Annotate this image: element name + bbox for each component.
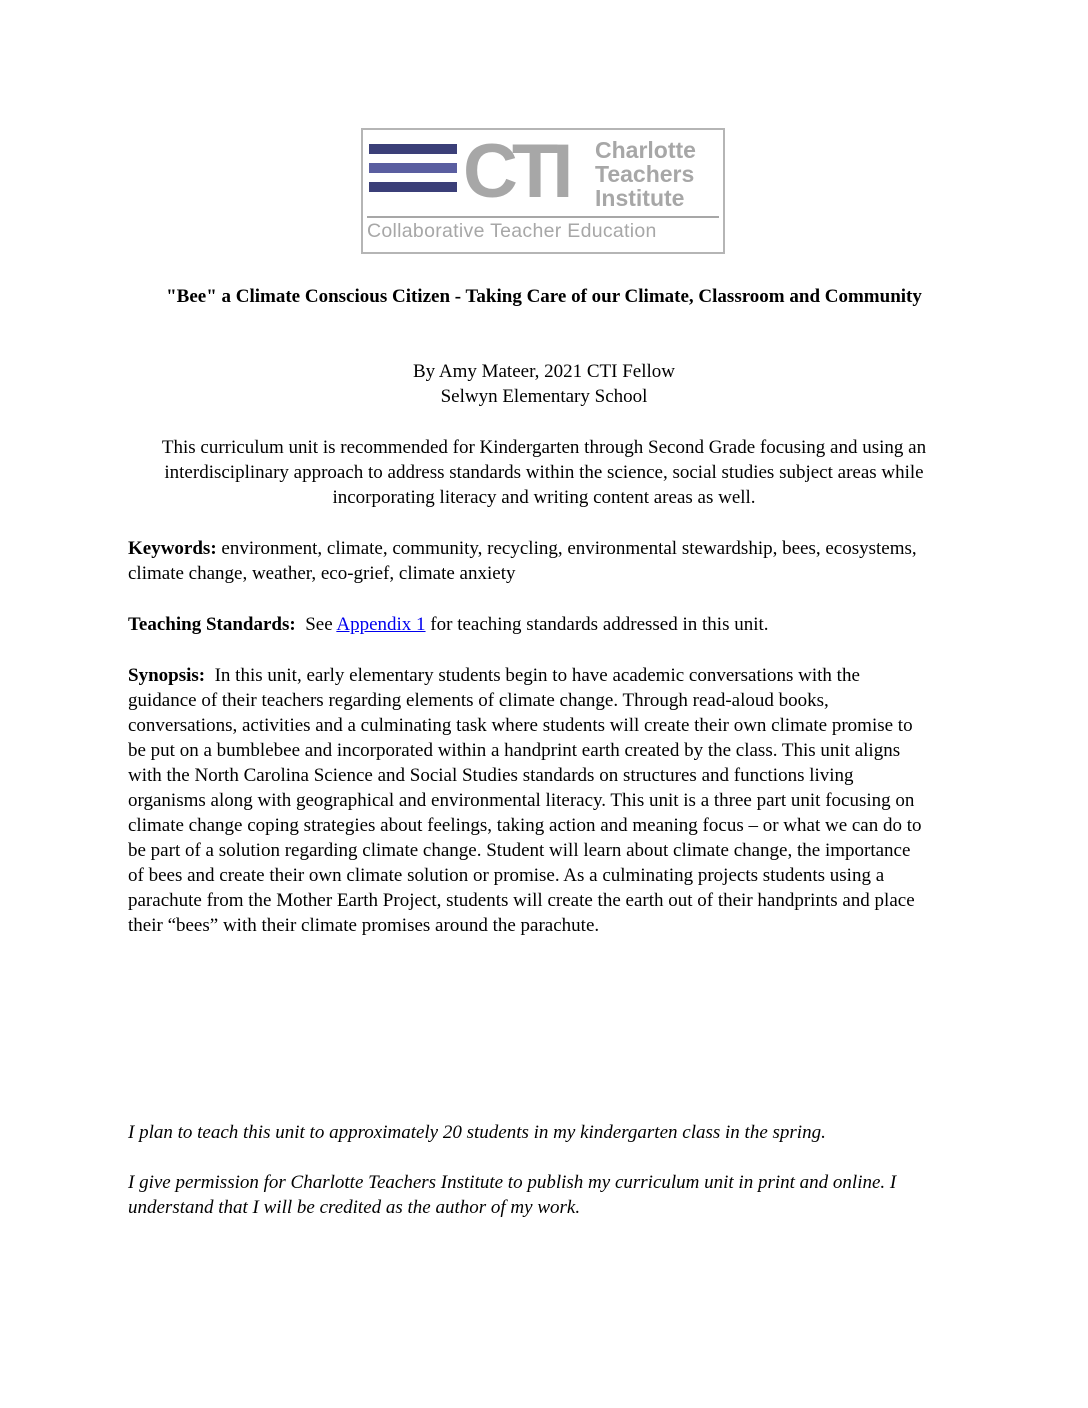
keywords-paragraph: [128, 536, 928, 586]
logo-stripe: [369, 163, 457, 173]
synopsis-text: In this unit, early elementary students begin to have academic conversations with the guidance of their teachers regarding elements of climate change. Through read-aloud books, conversations, activities and a culminating task where students will create their own climate promise to be put on a bumblebee and incorporated within a handprint earth created by the class. This unit aligns with the North Carolina Science and Social Studies standards on structures and functions living organisms along with geographical and environmental literacy. This unit is a three part unit focusing on climate change coping strategies about feelings, taking action and meaning focus – or what we can do to be part of a solution regarding climate change. Student will learn about climate change, the importance of bees and create their own climate solution or promise. As a culminating projects students using a parachute from the Mother Earth Project, students will create the earth out of their handprints and place their “bees” with their climate promises around the parachute.: [128, 665, 922, 936]
keywords-text: environment, climate, community, recycling, environmental stewardship, bees, ecosystems, climate change, weather, eco-grief, climate anxiety: [128, 538, 917, 584]
plan-statement: I plan to teach this unit to approximately 20 students in my kindergarten class in the spring.: [128, 1122, 826, 1143]
intro-paragraph: This curriculum unit is recommended for Kindergarten through Second Grade focusing and using an interdisciplinary approach to address standards within the science, social studies subject areas while incorporating literacy and writing content areas as well.: [161, 437, 927, 508]
standards-paragraph: [128, 612, 928, 637]
document-title: "Bee" a Climate Conscious Citizen - Taking Care of our Climate, Classroom and Community: [166, 286, 922, 307]
permission-statement: I give permission for Charlotte Teachers Institute to publish my curriculum unit in print and online. I understand that I will be credited as the author of my work.: [128, 1172, 897, 1218]
logo-org-line: Institute: [595, 185, 685, 211]
standards-pre: See: [305, 614, 333, 635]
keywords-label: Keywords:: [128, 538, 217, 559]
author-line: By Amy Mateer, 2021 CTI Fellow: [412, 361, 676, 382]
logo-org-name: [595, 138, 696, 210]
appendix-link[interactable]: Appendix 1: [336, 614, 426, 635]
synopsis-paragraph: [128, 663, 924, 938]
logo-stripe: [369, 144, 457, 154]
standards-post: for teaching standards addressed in this unit.: [430, 614, 769, 635]
standards-label: Teaching Standards:: [128, 614, 296, 635]
synopsis-label: Synopsis:: [128, 665, 206, 686]
logo-acronym: CTI: [463, 129, 568, 214]
logo-tagline: Collaborative Teacher Education: [367, 220, 657, 242]
logo-org-line: Charlotte: [595, 137, 696, 163]
school-line: Selwyn Elementary School: [440, 386, 648, 407]
cti-logo: [361, 128, 725, 254]
logo-stripe: [369, 182, 457, 192]
logo-divider: [367, 216, 719, 218]
logo-org-line: Teachers: [595, 161, 695, 187]
byline: [130, 359, 958, 409]
